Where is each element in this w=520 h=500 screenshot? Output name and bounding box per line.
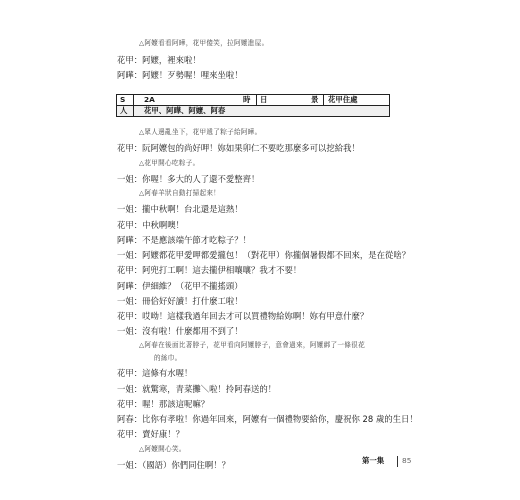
dialogue-line: 阿曄：不是應該端午節才吃粽子？！: [117, 235, 251, 245]
page-number: 85: [402, 456, 412, 465]
scene-place: 花甲住處: [328, 95, 358, 104]
dialogue-line: 花甲：阿嬤，裡來啦！: [117, 55, 201, 65]
scene-row-info: [117, 95, 389, 106]
dialogue-line: 花甲：中秋啊噢！: [117, 220, 184, 230]
scene-cast: 花甲、阿曄、阿嬤、阿春: [144, 106, 226, 115]
dialogue-line: 花甲：這條有水喔！: [117, 368, 193, 378]
action-line: △眾人邊亂坐下，花甲遞了粽子給阿曄。: [139, 128, 262, 136]
action-line-continued: 的絲巾。: [154, 354, 182, 362]
dialogue-line: 花甲：喔！那該這呢嘛？: [117, 399, 210, 409]
dialogue-line: 一姐：就驚寒，青菜攤＼啦！拎阿春送的！: [117, 384, 277, 394]
scene-header: [116, 94, 390, 117]
dialogue-line: 一姐：沒有啦！什麼都用不到了！: [117, 326, 243, 336]
dialogue-line: 阿曄：阿嬤！歹勢喔！哩來坐啦！: [117, 70, 243, 80]
action-line: △阿春在後面比著脖子，花甲看向阿嬤脖子，意會過來，阿嬤綁了一條很花: [139, 341, 365, 349]
dialogue-line: 一姐：（國語）你們同住啊！？: [117, 460, 231, 470]
action-line: △阿嬤看看阿曄，花甲傻笑，拉阿嬤進屋。: [139, 39, 269, 47]
dialogue-line: 一姐：阿嬤都花甲愛呷都愛攏包！（對花甲）你攏個暑假都不回來，是在從啥？: [117, 250, 411, 260]
dialogue-line: 一姐：冊佮好好讀！打什麼工啦！: [117, 296, 243, 306]
action-line: △花甲開心吃粽子。: [139, 159, 200, 167]
dialogue-line: 花甲：賣好康！？: [117, 429, 184, 439]
dialogue-line: 阿曄：伊細維？（花甲不攏搖頭）: [117, 281, 243, 291]
dialogue-line: 一姐：你喔！多大的人了還不愛整齊！: [117, 174, 260, 184]
scene-place-label: 景: [311, 95, 319, 104]
footer-divider: [397, 456, 398, 467]
scene-cast-label: 人: [120, 106, 128, 115]
action-line: △阿嬤開心笑。: [139, 445, 186, 453]
action-line: △阿春羊狀自動打掃起來！: [139, 189, 221, 197]
scene-s-label: S: [120, 95, 126, 104]
scene-number: 2A: [144, 95, 155, 104]
scene-row-cast: [117, 106, 389, 116]
episode-label: 第一集: [362, 456, 385, 465]
dialogue-line: 花甲：哎呦！這樣我過年回去才可以買禮物給妳啊！妳有甲意什麼？: [117, 311, 369, 321]
dialogue-line: 一姐：攏中秋啊！台北還是這熱！: [117, 204, 243, 214]
scene-day: 日: [260, 95, 268, 104]
dialogue-line: 花甲：阮阿嬤包的尚好呷！妳如果卯仁不要吃那麼多可以挖給我！: [117, 143, 360, 153]
dialogue-line: 阿春：比你有孝啦！你過年回來，阿嬤有一個禮物要給你，慶祝你 28 歲的生日！: [117, 414, 418, 424]
dialogue-line: 花甲：阿兜打工啊！這去攏伊相嚷嚷？我才不要！: [117, 265, 302, 275]
scene-time-label: 時: [243, 95, 251, 104]
